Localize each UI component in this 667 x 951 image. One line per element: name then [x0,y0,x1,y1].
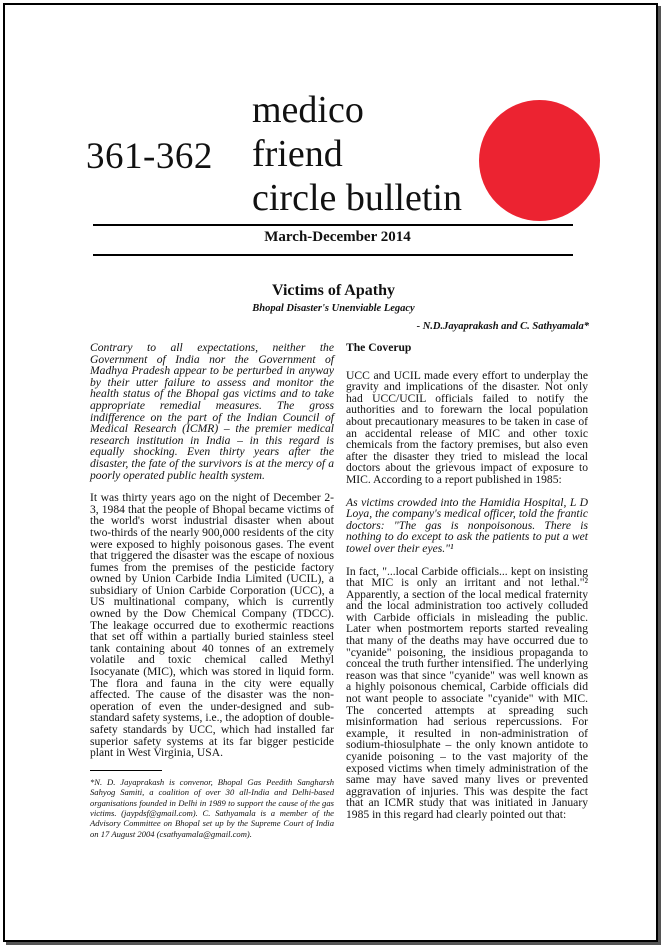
coverup-paragraph-1: UCC and UCIL made every effort to underplay the gravity and implications of the disaster. Not only had UCC/UCIL officials failed to notify the authorities and to forewarn the local population about precautionary measures to be taken in case of an accidental release of MIC and other toxic chemicals from the factory premises, but also even after the disaster they tried to mislead the local doctors about the grievous impact of exposure to MIC. According to a report published in 1985: [346,368,588,486]
masthead-line-friend: friend [252,133,343,175]
author-footnote: *N. D. Jayaprakash is convenor, Bhopal Gas Peedith Sangharsh Sahyog Samiti, a coalition of over 30 all-India and Delhi-based organisations founded in Delhi in 1989 to support the cause of the gas victims. (jaypdsf@gmail.com). C. Sathyamala is a member of the Advisory Committee on Bhopal set up by the Supreme Court of India on 17 August 2004 (csathyamala@gmail.com). [90,776,334,839]
coverup-paragraph-2: In fact, "...local Carbide officials... kept on insisting that MIC is only an irritant and not lethal."² Apparently, a section of the local medical fraternity and the local administration too actively colluded with Carbide officials in misleading the public. Later when postmortem reports started revealing that many of the deaths may have occurred due to "cyanide" poisoning, the insidious propaganda to conceal the truth further intensified. The underlying reason was that since "cyanide" was well known as a highly poisonous chemical, Carbide officials did not want people to associate "cyanide" with MIC. The concerted attempts at spreading such misinformation had serious repercussions. For example, it resulted in non-administration of sodium-thiosulphate – the only known antidote to cyanide poisoning – to the vast majority of the exposed victims when timely administration of the same may have saved many lives or prevented aggravation of injuries. This was despite the fact that an ICMR study that was initiated in January 1985 in this regard had clearly pointed out that: [346,564,588,821]
masthead-line-circle-bulletin: circle bulletin [252,177,462,219]
article-subtitle: Bhopal Disaster's Unenviable Legacy [252,303,415,314]
right-column [346,342,588,832]
issue-number: 361-362 [86,136,213,177]
intro-paragraph: It was thirty years ago on the night of December 2-3, 1984 that the people of Bhopal became victims of the world's worst industrial disaster when about two-thirds of the nearly 900,000 residents of the city were exposed to highly poisonous gases. The event that triggered the disaster was the escape of noxious fumes from the premises of the pesticide factory owned by Union Carbide India Limited (UCIL), a subsidiary of Union Carbide Corporation (UCC), a US multinational company, which is currently owned by the Dow Chemical Company (TDCC). The leakage occurred due to exothermic reactions that set off within a partially buried stainless steel tank containing about 40 tonnes of an extremely volatile and toxic chemical called Methyl Isocyanate (MIC), which was stored in liquid form. The flora and fauna in the city were equally affected. The cause of the disaster was the non-operation of even the under-designed and sub-standard safety systems, i.e., the adoption of double-safety standards by UCC, which had installed far superior safety systems at its far bigger pesticide plant in West Virginia, USA. [90,491,334,760]
article-title: Victims of Apathy [272,282,395,299]
section-heading-coverup: The Coverup [346,341,412,354]
block-quote: As victims crowded into the Hamidia Hospital, L D Loya, the company's medical officer, told the frantic doctors: "The gas is nonpoisonous. There is nothing to do except to ask the patients to put a wet towel over their eyes."¹ [346,495,588,555]
footnote-divider [90,770,162,771]
masthead-title [252,88,462,220]
left-column [90,342,334,839]
date-rule-top [93,224,573,226]
article-authors: - N.D.Jayaprakash and C. Sathyamala* [416,321,589,332]
date-rule-bottom [93,254,573,256]
abstract-paragraph: Contrary to all expectations, neither the Government of India nor the Government of Madhya Pradesh appear to be perturbed in anyway by their utter failure to assess and monitor the health status of the Bhopal gas victims and to take appropriate remedial measures. The gross indifference on the part of the Indian Council of Medical Research (ICMR) – the premier medical research institution in India – in this regard is equally shocking. Even thirty years after the disaster, the fate of the survivors is at the mercy of a poorly operated public health system. [90,341,334,482]
issue-date: March-December 2014 [264,229,411,245]
red-circle-logo [479,100,600,221]
masthead-line-medico: medico [252,89,364,131]
